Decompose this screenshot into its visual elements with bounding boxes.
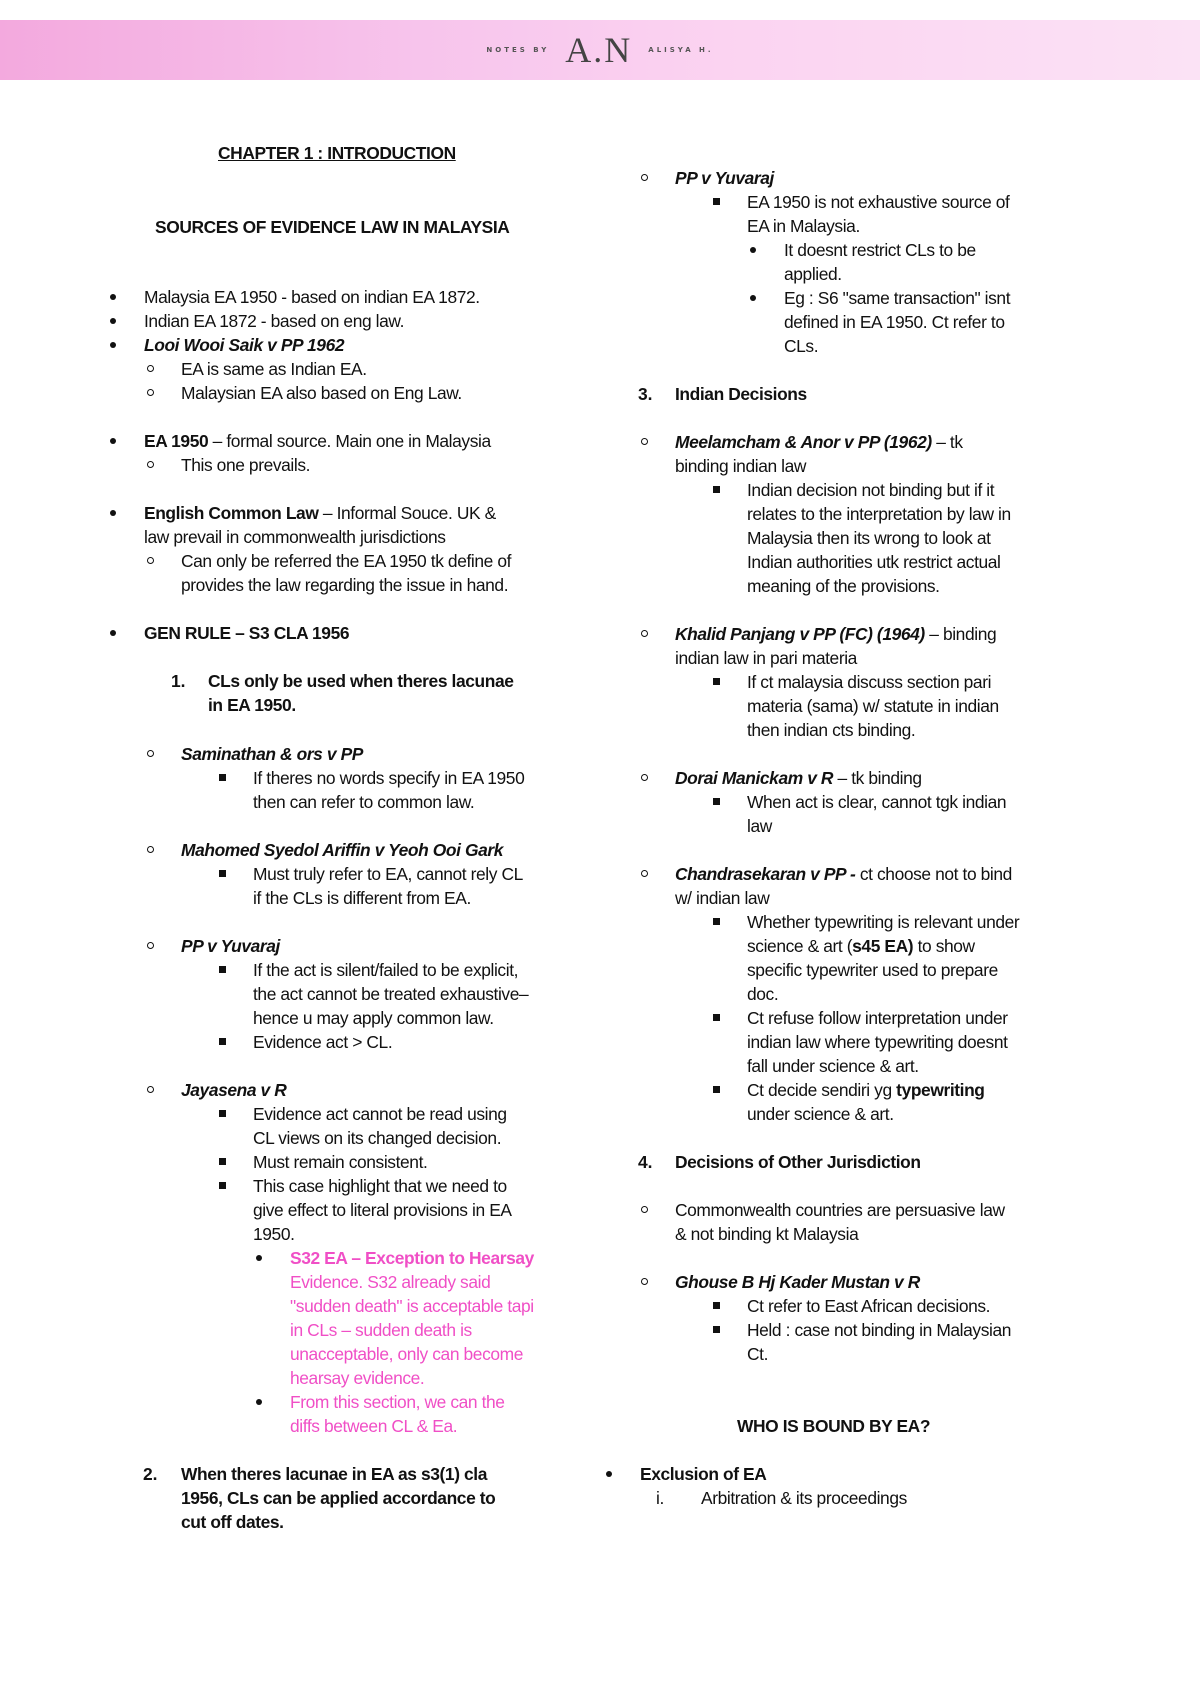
bullet-dot [256,1399,262,1405]
highlight-note: "sudden death" is acceptable tapi [290,1296,534,1316]
bullet-ring [641,438,648,445]
bullet-square [219,1158,226,1165]
list-number: 4. [638,1152,653,1172]
bullet-ring [147,750,154,757]
bullet-dot [110,318,116,324]
bullet-ring [641,774,648,781]
highlight-note: diffs between CL & Ea. [290,1416,458,1436]
list-item: Indian EA 1872 - based on eng law. [144,311,405,331]
list-item: then indian cts binding. [747,720,916,740]
list-item: Khalid Panjang v PP (FC) (1964) – binding [675,624,997,644]
list-item: It doesnt restrict CLs to be [784,240,976,260]
brand-logo: A.N [565,30,633,70]
list-item: specific typewriter used to prepare [747,960,998,980]
bullet-square [713,1086,720,1093]
list-item: give effect to literal provisions in EA [253,1200,512,1220]
list-item: When theres lacunae in EA as s3(1) cla [181,1464,488,1484]
list-item: relates to the interpretation by law in [747,504,1011,524]
bullet-square [713,798,720,805]
bullet-ring [641,174,648,181]
list-item: If ct malaysia discuss section pari [747,672,992,692]
bullet-ring [641,630,648,637]
list-item: then can refer to common law. [253,792,475,812]
list-item: CLs only be used when theres lacunae [208,671,514,691]
highlight-note: From this section, we can the [290,1392,505,1412]
section-title: WHO IS BOUND BY EA? [737,1416,931,1436]
list-item: When act is clear, cannot tgk indian [747,792,1007,812]
list-number: 2. [143,1464,158,1484]
highlight-note: hearsay evidence. [290,1368,425,1388]
bullet-ring [147,365,154,372]
list-heading: GEN RULE – S3 CLA 1956 [144,623,350,643]
bullet-dot [256,1255,262,1261]
list-item: binding indian law [675,456,807,476]
bullet-ring [147,389,154,396]
list-item: Malaysian EA also based on Eng Law. [181,383,462,403]
list-item: indian law in pari materia [675,648,857,668]
list-item: Whether typewriting is relevant under [747,912,1020,932]
list-number: 1. [171,671,186,691]
list-item: Indian decision not binding but if it [747,480,995,500]
list-item: if the CLs is different from EA. [253,888,471,908]
list-heading: Indian Decisions [675,384,807,404]
list-item: Arbitration & its proceedings [701,1488,907,1508]
bullet-dot [110,342,116,348]
list-item: defined in EA 1950. Ct refer to [784,312,1005,332]
list-item: CLs. [784,336,819,356]
list-item: w/ indian law [675,888,770,908]
highlight-note: Evidence. S32 already said [290,1272,491,1292]
list-item: Can only be referred the EA 1950 tk define of [181,551,512,571]
list-item: Evidence act > CL. [253,1032,393,1052]
highlight-note: in CLs – sudden death is [290,1320,472,1340]
list-item: If theres no words specify in EA 1950 [253,768,525,788]
list-item: in EA 1950. [208,695,296,715]
list-item: English Common Law – Informal Souce. UK & [144,503,496,523]
bullet-ring [147,846,154,853]
list-item: provides the law regarding the issue in hand. [181,575,509,595]
case-name: PP v Yuvaraj [181,936,280,956]
list-item: doc. [747,984,779,1004]
list-item: Commonwealth countries are persuasive law [675,1200,1005,1220]
list-item: Ct decide sendiri yg typewriting [747,1080,985,1100]
case-name: PP v Yuvaraj [675,168,774,188]
highlight-note: S32 EA – Exception to Hearsay [290,1248,534,1268]
bullet-dot [606,1471,612,1477]
list-item: EA is same as Indian EA. [181,359,367,379]
bullet-square [219,1038,226,1045]
list-number: 3. [638,384,653,404]
bullet-square [713,486,720,493]
list-item: fall under science & art. [747,1056,919,1076]
bullet-square [713,1302,720,1309]
list-item: EA 1950 – formal source. Main one in Malaysia [144,431,491,451]
list-item: 1956, CLs can be applied accordance to [181,1488,496,1508]
case-name: Saminathan & ors v PP [181,744,363,764]
bullet-dot [110,438,116,444]
bullet-dot [750,295,756,301]
list-item: applied. [784,264,842,284]
list-item: Ct refer to East African decisions. [747,1296,991,1316]
list-item: the act cannot be treated exhaustive– [253,984,529,1004]
bullet-square [219,966,226,973]
bullet-square [219,774,226,781]
bullet-dot [110,510,116,516]
list-item: This one prevails. [181,455,311,475]
list-item: Chandrasekaran v PP - ct choose not to bind [675,864,1012,884]
list-item: hence u may apply common law. [253,1008,494,1028]
bullet-square [713,198,720,205]
bullet-dot [750,247,756,253]
case-name: Ghouse B Hj Kader Mustan v R [675,1272,920,1292]
bullet-ring [147,461,154,468]
list-item: indian law where typewriting doesnt [747,1032,1008,1052]
list-item: law [747,816,772,836]
list-item: Must truly refer to EA, cannot rely CL [253,864,523,884]
list-item: cut off dates. [181,1512,284,1532]
list-item: Must remain consistent. [253,1152,428,1172]
bullet-square [219,870,226,877]
list-item: This case highlight that we need to [253,1176,507,1196]
bullet-square [713,1326,720,1333]
list-item: law prevail in commonwealth jurisdictions [144,527,446,547]
list-item: Ct refuse follow interpretation under [747,1008,1008,1028]
case-name: Mahomed Syedol Ariffin v Yeoh Ooi Gark [181,840,504,860]
bullet-ring [641,870,648,877]
list-item: Held : case not binding in Malaysian [747,1320,1012,1340]
header-banner [0,20,1200,80]
list-heading: Exclusion of EA [640,1464,767,1484]
case-name: Looi Wooi Saik v PP 1962 [144,335,345,355]
list-item: Meelamcham & Anor v PP (1962) – tk [675,432,963,452]
bullet-dot [110,294,116,300]
list-item: Dorai Manickam v R – tk binding [675,768,922,788]
list-item: Eg : S6 "same transaction" isnt [784,288,1011,308]
bullet-dot [110,630,116,636]
notes-by-label: NOTES BY [486,46,550,54]
bullet-ring [147,942,154,949]
bullet-square [219,1182,226,1189]
list-number: i. [656,1488,664,1508]
bullet-square [713,918,720,925]
list-item: Ct. [747,1344,769,1364]
list-item: & not binding kt Malaysia [675,1224,859,1244]
list-item: Malaysia then its wrong to look at [747,528,991,548]
bullet-square [713,678,720,685]
author-label: ALISYA H. [648,46,714,54]
bullet-square [713,1014,720,1021]
list-item: Indian authorities utk restrict actual [747,552,1001,572]
list-item: science & art (s45 EA) to show [747,936,975,956]
case-name: Jayasena v R [181,1080,287,1100]
list-item: If the act is silent/failed to be explicit, [253,960,519,980]
bullet-ring [147,557,154,564]
list-item: 1950. [253,1224,295,1244]
brand [486,29,713,71]
list-item: CL views on its changed decision. [253,1128,502,1148]
highlight-note: unacceptable, only can become [290,1344,523,1364]
list-item: materia (sama) w/ statute in indian [747,696,999,716]
list-item: EA 1950 is not exhaustive source of [747,192,1010,212]
list-item: Evidence act cannot be read using [253,1104,507,1124]
bullet-ring [147,1086,154,1093]
bullet-ring [641,1278,648,1285]
list-item: meaning of the provisions. [747,576,940,596]
list-item: under science & art. [747,1104,894,1124]
list-heading: Decisions of Other Jurisdiction [675,1152,921,1172]
list-item: EA in Malaysia. [747,216,860,236]
chapter-title: CHAPTER 1 : INTRODUCTION [218,143,456,163]
list-item: Malaysia EA 1950 - based on indian EA 1872. [144,287,480,307]
section-title: SOURCES OF EVIDENCE LAW IN MALAYSIA [155,217,510,237]
bullet-square [219,1110,226,1117]
bullet-ring [641,1206,648,1213]
